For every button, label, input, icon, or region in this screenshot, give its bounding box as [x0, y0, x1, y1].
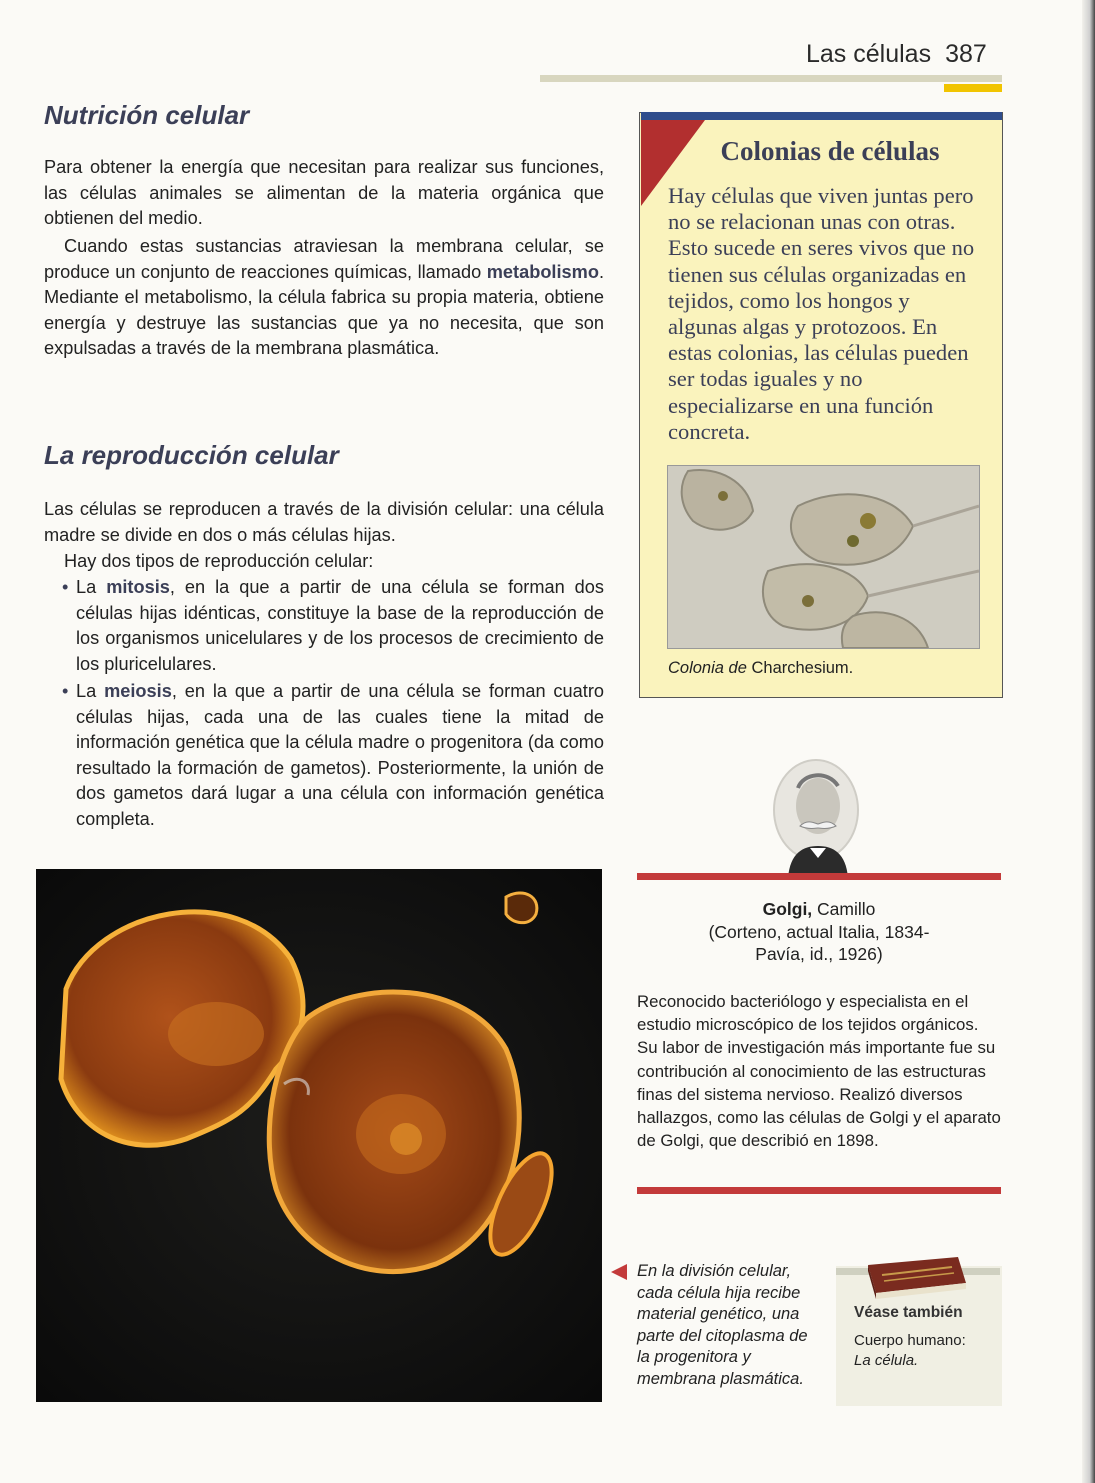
- colonias-text: Hay células que viven juntas pero no se relacionan unas con otras. Esto sucede en seres vivos que no tienen sus células organizadas en tejidos, como los hongos y algunas algas y protozoos. En estas colonias, las células pueden ser todas iguales y no especializarse en una función concreta.: [668, 183, 975, 444]
- caption-italic: Colonia de: [668, 659, 747, 677]
- text-run: , en la que a partir de una célula se forman dos células hijas idénticas, constituye la base de la reproducción de los organismos unicelulares y de los procesos de crecimiento de los pluricelulares.: [76, 577, 604, 674]
- paragraph-reproduccion-2: Hay dos tipos de reproducción celular:: [64, 551, 374, 571]
- golgi-rule-bottom: [637, 1187, 1001, 1194]
- golgi-name-line: [637, 898, 1001, 921]
- golgi-name-block: [637, 898, 1001, 966]
- header-rule: [540, 75, 1002, 82]
- list-item-meiosis: [62, 679, 604, 832]
- golgi-rule-top: [637, 873, 1001, 880]
- colony-illustration: [668, 466, 979, 648]
- paragraph-nutricion-1: Para obtener la energía que necesitan para realizar sus funciones, las células animales se alimentan de la materia orgánica que obtienen del medio.: [44, 157, 604, 228]
- page-binding-edge: [1082, 0, 1095, 1483]
- page-number: 387: [945, 40, 987, 68]
- see-also-reference: [854, 1331, 966, 1370]
- cell-division-micrograph: [36, 869, 602, 1402]
- running-header: [806, 40, 1006, 69]
- portrait-illustration: [768, 758, 864, 878]
- bullet-dot: •: [62, 577, 69, 597]
- golgi-death-line: Pavía, id., 1926): [755, 944, 883, 964]
- golgi-surname: Golgi,: [762, 899, 813, 919]
- book-icon: [862, 1253, 970, 1301]
- text-run: , en la que a partir de una célula se forman cuatro células hijas, cada una de las cuales tiene la mitad de información genética que la célula madre o progenitora (da como resultado la formación de gametos). Posteriormente, la unión de dos gametos dará lugar a una célula con información genética completa.: [76, 681, 604, 829]
- golgi-portrait: [768, 758, 864, 878]
- text-run: . Mediante el metabolismo, la célula fabrica su propia materia, obtiene energía y destruye las sustancias que ya no necesita, que son expulsadas a través de la membrana plasmática.: [44, 261, 604, 358]
- text-run: La: [76, 577, 107, 597]
- colonias-title: Colonias de células: [720, 136, 940, 166]
- caption-rest: Charchesium.: [746, 659, 854, 677]
- text-run: Cuando estas sustancias atraviesan la membrana celular, se produce un conjunto de reacciones químicas, llamado: [44, 236, 604, 282]
- golgi-firstname: Camillo: [812, 899, 876, 919]
- section-title-nutricion: Nutrición celular: [44, 100, 250, 130]
- text-run: La: [76, 681, 105, 701]
- section-title-reproduccion: La reproducción celular: [44, 440, 339, 470]
- header-accent-bar: [944, 84, 1002, 92]
- list-item-mitosis: [62, 575, 604, 677]
- book-illustration: [862, 1253, 970, 1301]
- golgi-biography: Reconocido bacteriólogo y especialista en el estudio microscópico de los tejidos orgánicos. Su labor de investigación más importante fue su contribución al conocimiento de las estructuras finas del sistema nervioso. Realizó diversos hallazgos, como las células de Golgi y el aparato de Golgi, que describió en 1898.: [637, 992, 1001, 1151]
- see-also-line-1: Cuerpo humano:: [854, 1332, 966, 1349]
- caption-arrow-icon: [611, 1264, 627, 1280]
- term-mitosis: mitosis: [106, 577, 170, 597]
- charchesium-photo: [667, 465, 980, 649]
- see-also-line-2: La célula.: [854, 1351, 919, 1369]
- paragraph-reproduccion-1: Las células se reproducen a través de la división celular: una célula madre se divide en dos o más células hijas.: [44, 499, 604, 545]
- micrograph-illustration: [36, 869, 602, 1402]
- see-also-title: Véase también: [854, 1304, 963, 1321]
- golgi-birth-line: (Corteno, actual Italia, 1834-: [708, 921, 930, 942]
- header-section: Las células: [806, 40, 932, 68]
- paragraph-nutricion-2: [44, 234, 604, 362]
- term-metabolismo: metabolismo: [486, 261, 599, 282]
- term-meiosis: meiosis: [104, 681, 172, 701]
- colonias-caption: [668, 659, 853, 678]
- micrograph-caption: En la división celular, cada célula hija recibe material genético, una parte del citoplasma de la progenitora y membrana plasmática.: [637, 1262, 808, 1388]
- bullet-dot: •: [62, 681, 69, 701]
- colonias-top-bar: [641, 112, 1002, 120]
